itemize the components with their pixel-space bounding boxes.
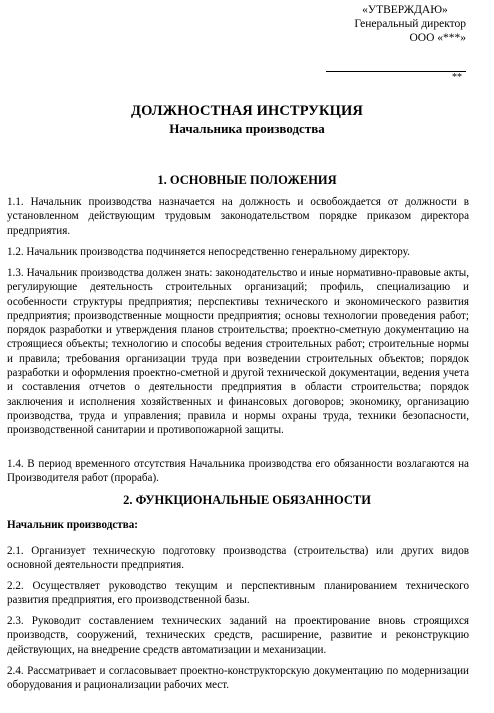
approval-position: Генеральный директор: [354, 18, 466, 30]
paragraph-2-2: 2.2. Осуществляет руководство текущим и перспективным планированием технического развития предприятия, его производственной базы.: [7, 580, 469, 607]
paragraph-1-1: 1.1. Начальник производства назначается на должность и освобождается от должности в установленном действующим трудовым законодательством порядке приказом директора предприятия.: [7, 196, 469, 237]
paragraph-1-2: 1.2. Начальник производства подчиняется непосредственно генеральному директору.: [7, 246, 410, 258]
section-1-heading: 1. ОСНОВНЫЕ ПОЛОЖЕНИЯ: [157, 173, 337, 187]
approval-block: [306, 3, 466, 45]
paragraph-2-1: 2.1. Организует техническую подготовку производства (строительства) или других видов основной деятельности предприятия.: [7, 545, 469, 572]
approval-heading: «УТВЕРЖДАЮ»: [362, 4, 448, 16]
paragraph-1-3: 1.3. Начальник производства должен знать: законодательство и иные нормативно-правовые акты, регулирующие деятельность строительных организаций; профиль, специализацию и особенности структуры предприятия; перспективы технического и экономического развития предприятия; производственные мощности предприятия; основы технологии проведения работ; порядок разработки и утверждения планов строительства; проектно-сметную документацию на строящиеся объекты; технологию и способы ведения строительных работ; строительные нормы и правила; требования организации труда при возведении строительных объектов; порядок разработки и оформления проектно-сметной и другой технической документации, ведения учета и составления отчетов о деятельности предприятия в области строительства; порядок заключения и исполнения хозяйственных и финансовых договоров; экономику, организацию производства, труда и управления; правила и нормы охраны труда, техники безопасности, производственной санитарии и противопожарной защиты.: [7, 267, 469, 437]
document-title: ДОЛЖНОСТНАЯ ИНСТРУКЦИЯ: [131, 103, 363, 119]
approval-company: ООО «***»: [409, 32, 466, 44]
signature-placeholder: **: [452, 72, 462, 83]
section-2-lead: Начальник производства:: [7, 519, 138, 531]
paragraph-2-3: 2.3. Руководит составлением технических заданий на проектирование вновь строящихся производств, сооружений, технических средств, расширение, развитие и реконструкцию действующих, на внедрение средств автоматизации и механизации.: [7, 615, 469, 656]
paragraph-2-4: 2.4. Рассматривает и согласовывает проектно-конструкторскую документацию по модернизации оборудования и рационализации рабочих мест.: [7, 665, 469, 692]
paragraph-1-4: 1.4. В период временного отсутствия Начальника производства его обязанности возлагаются на Производителя работ (прораба).: [7, 458, 469, 485]
signature-line: [326, 71, 466, 72]
document-subtitle: Начальника производства: [169, 121, 325, 136]
section-2-heading: 2. ФУНКЦИОНАЛЬНЫЕ ОБЯЗАННОСТИ: [123, 493, 371, 507]
